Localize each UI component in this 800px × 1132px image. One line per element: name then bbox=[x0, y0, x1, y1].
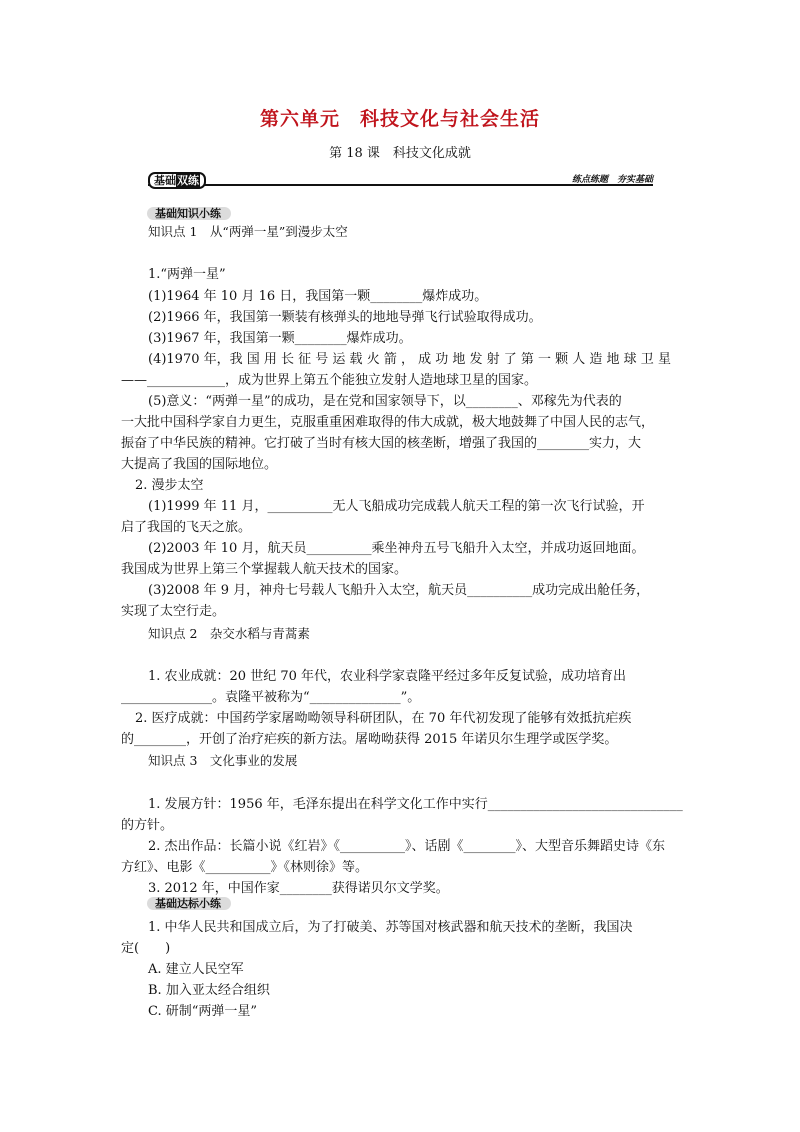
text-line: (4)1970 年，我 国 用 长 征 号 运 载 火 箭 ， 成 功 地 发 射 了 第 一 颗 人 造 地 球 卫 星 bbox=[148, 352, 671, 367]
text-line: (2)1966 年，我国第一颗装有核弹头的地地导弹飞行试验取得成功。 bbox=[148, 310, 542, 325]
text-line: 大提高了我国的国际地位。 bbox=[121, 457, 278, 472]
text-line: (2)2003 年 10 月，航天员__________乘坐神舟五号飞船升入太空，并成功返回地面。 bbox=[148, 541, 645, 556]
knowledge-point-1-title: 知识点 1 从“两弹一星”到漫步太空 bbox=[148, 224, 348, 239]
text-line: 方红》、电影《__________》《林则徐》等。 bbox=[121, 860, 369, 875]
text-line: (3)2008 年 9 月，神舟七号载人飞船升入太空，航天员__________成功完成出舱任务， bbox=[148, 583, 650, 598]
text-line: 1. 农业成就：20 世纪 70 年代，农业科学家袁隆平经过多年反复试验，成功培育出 bbox=[148, 669, 627, 684]
text-line: (5)意义：“两弹一星”的成功，是在党和国家领导下，以________、邓稼先为代表的 bbox=[148, 394, 622, 409]
text-line: 3. 2012 年，中国作家________获得诺贝尔文学奖。 bbox=[148, 881, 449, 896]
text-line: 1. 发展方针：1956 年，毛泽东提出在科学文化工作中实行______________________________ bbox=[148, 797, 683, 812]
text-line: 我国成为世界上第三个掌握载人航天技术的国家。 bbox=[121, 562, 408, 577]
text-line: 一大批中国科学家自力更生，克服重重困难取得的伟大成就，极大地鼓舞了中国人民的志气， bbox=[121, 415, 655, 430]
banner-subtitle: 练点练题 夯实基础 bbox=[571, 175, 653, 185]
knowledge-point-2-title: 知识点 2 杂交水稻与青蒿素 bbox=[148, 626, 310, 641]
unit-title: 第六单元 科技文化与社会生活 bbox=[259, 108, 540, 130]
text-line: 1.“两弹一星” bbox=[148, 267, 226, 282]
text-line: 启了我国的飞天之旅。 bbox=[121, 520, 252, 535]
option-a: A. 建立人民空军 bbox=[148, 962, 244, 977]
option-c: C. 研制“两弹一星” bbox=[148, 1004, 258, 1019]
banner-tag-b: 双练 bbox=[177, 174, 199, 187]
section-tag-knowledge: 基础知识小练 bbox=[147, 207, 231, 220]
text-line: ______________。袁隆平被称为“______________”。 bbox=[121, 690, 421, 705]
text-line: 实现了太空行走。 bbox=[121, 604, 226, 619]
question-line: 定( ) bbox=[121, 941, 171, 956]
section-tag-practice: 基础达标小练 bbox=[147, 897, 231, 910]
section-banner bbox=[148, 172, 653, 186]
option-b: B. 加入亚太经合组织 bbox=[148, 983, 270, 998]
text-line: 的________，开创了治疗疟疾的新方法。屠呦呦获得 2015 年诺贝尔生理学或医学奖。 bbox=[121, 732, 618, 747]
banner-tag bbox=[148, 172, 206, 189]
text-line: 2. 医疗成就：中国药学家屠呦呦领导科研团队，在 70 年代初发现了能够有效抵抗疟疾 bbox=[135, 711, 632, 726]
knowledge-point-3-title: 知识点 3 文化事业的发展 bbox=[148, 753, 298, 768]
text-line: 2. 漫步太空 bbox=[135, 478, 204, 493]
text-line: (1)1999 年 11 月，__________无人飞船成功完成载人航天工程的第一次飞行试验，开 bbox=[148, 499, 645, 514]
text-line: (1)1964 年 10 月 16 日，我国第一颗________爆炸成功。 bbox=[148, 289, 488, 304]
text-line: ——____________，成为世界上第五个能独立发射人造地球卫星的国家。 bbox=[121, 373, 538, 388]
text-line: (3)1967 年，我国第一颗________爆炸成功。 bbox=[148, 331, 412, 346]
text-line: 振奋了中华民族的精神。它打破了当时有核大国的核垄断，增强了我国的________实力，大 bbox=[121, 436, 642, 451]
banner-tag-a: 基础 bbox=[154, 174, 176, 187]
text-line: 2. 杰出作品：长篇小说《红岩》《__________》、话剧《________》、大型音乐舞蹈史诗《东 bbox=[148, 839, 666, 854]
question-line: 1. 中华人民共和国成立后，为了打破美、苏等国对核武器和航天技术的垄断，我国决 bbox=[148, 920, 633, 935]
lesson-title: 第 18 课 科技文化成就 bbox=[329, 146, 471, 161]
text-line: 的方针。 bbox=[121, 818, 174, 833]
